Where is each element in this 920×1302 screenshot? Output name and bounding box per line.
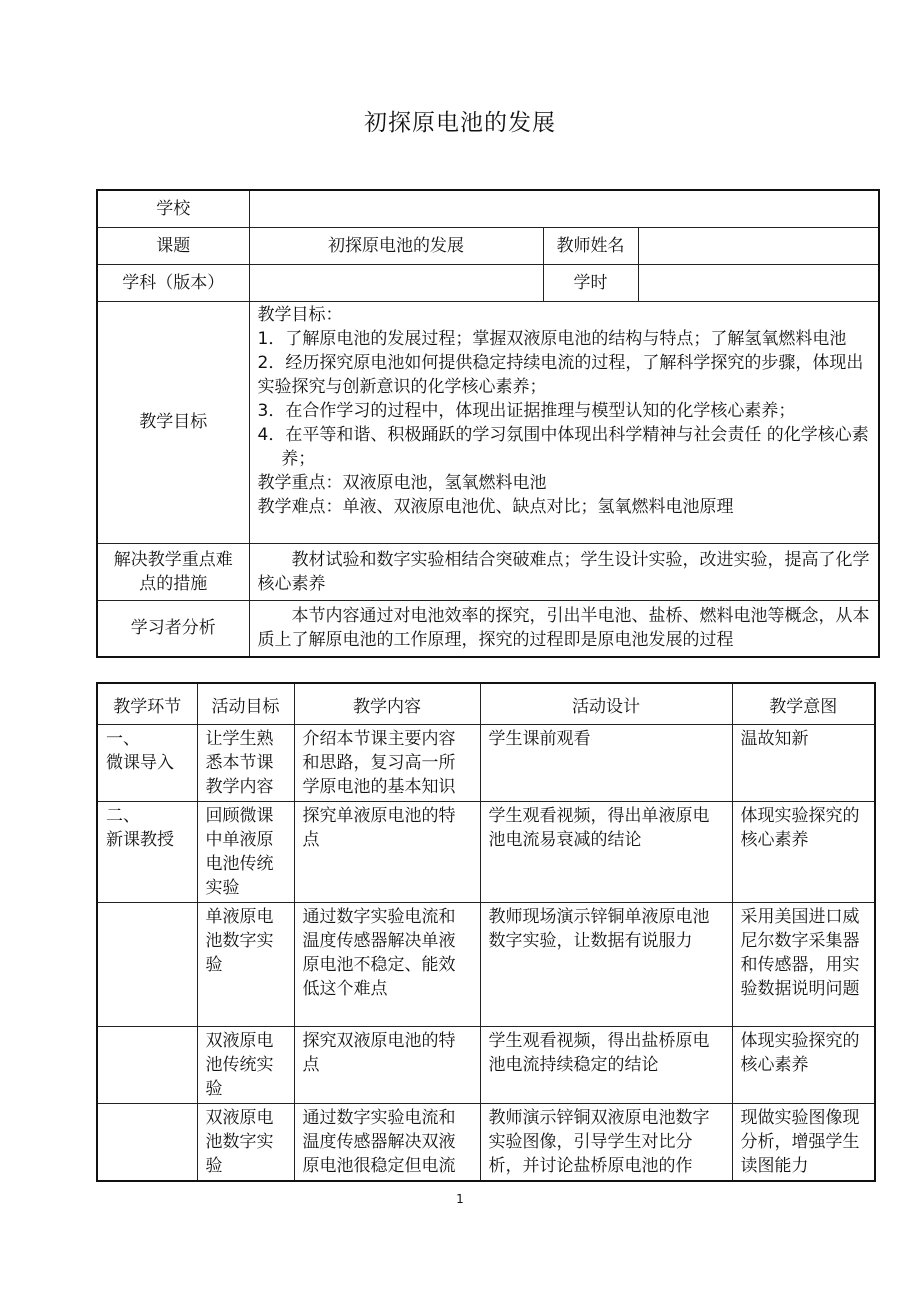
cell-stage <box>97 1027 197 1104</box>
cell-intent: 体现实验探究的核心素养 <box>732 802 875 903</box>
teacher-value <box>638 227 879 264</box>
school-label: 学校 <box>97 190 249 227</box>
learner-label: 学习者分析 <box>97 600 249 657</box>
learner-value: 本节内容通过对电池效率的探究，引出半电池、盐桥、燃料电池等概念，从本质上了解原电池的工作原理，探究的过程即是原电池发展的过程 <box>249 600 879 657</box>
cell-design: 学生观看视频，得出单液原电池电流易衰减的结论 <box>480 802 732 903</box>
subject-label: 学科（版本） <box>97 264 249 301</box>
cell-intent: 体现实验探究的核心素养 <box>732 1027 875 1104</box>
cell-design: 教师现场演示锌铜单液原电池数字实验，让数据有说服力 <box>480 903 732 1027</box>
info-table <box>96 189 880 658</box>
cell-stage: 一、 微课导入 <box>97 725 197 802</box>
cell-content: 探究单液原电池的特点 <box>294 802 480 903</box>
cell-goal: 双液原电池数字实验 <box>197 1104 294 1182</box>
table-row <box>97 802 875 903</box>
table-row <box>97 725 875 802</box>
page-title: 初探原电池的发展 <box>364 110 556 136</box>
cell-stage <box>97 1104 197 1182</box>
process-table <box>96 682 876 1182</box>
cell-design: 学生课前观看 <box>480 725 732 802</box>
teacher-label: 教师姓名 <box>543 227 638 264</box>
goal-item: 1．了解原电池的发展过程；掌握双液原电池的结构与特点；了解氢氧燃料电池 <box>257 328 847 349</box>
cell-goal: 单液原电池数字实验 <box>197 903 294 1027</box>
header-stage: 教学环节 <box>97 683 197 725</box>
cell-design: 学生观看视频，得出盐桥原电池电流持续稳定的结论 <box>480 1027 732 1104</box>
table-row <box>97 1104 875 1182</box>
goals-label: 教学目标 <box>97 301 249 543</box>
cell-intent: 温故知新 <box>732 725 875 802</box>
goal-item: 2．经历探究原电池如何提供稳定持续电流的过程，了解科学探究的步骤，体现出实验探究与创新意识的化学核心素养； <box>257 352 864 397</box>
cell-intent: 采用美国进口威尼尔数字采集器和传感器，用实验数据说明问题 <box>732 903 875 1027</box>
table-row <box>97 1027 875 1104</box>
cell-stage: 二、 新课教授 <box>97 802 197 903</box>
header-content: 教学内容 <box>294 683 480 725</box>
cell-goal: 回顾微课中单液原电池传统实验 <box>197 802 294 903</box>
page-number: 1 <box>456 1192 464 1206</box>
header-intent: 教学意图 <box>732 683 875 725</box>
goal-item: 4．在平等和谐、积极踊跃的学习氛围中体现出科学精神与社会责任 的化学核心素养； <box>257 424 869 469</box>
goals-cell <box>249 301 879 543</box>
process-header-row <box>97 683 875 725</box>
subject-value <box>249 264 543 301</box>
hours-value <box>638 264 879 301</box>
cell-goal: 双液原电池传统实验 <box>197 1027 294 1104</box>
header-design: 活动设计 <box>480 683 732 725</box>
goals-heading: 教学目标： <box>257 304 343 325</box>
topic-label: 课题 <box>97 227 249 264</box>
topic-value: 初探原电池的发展 <box>249 227 543 264</box>
cell-goal: 让学生熟悉本节课教学内容 <box>197 725 294 802</box>
difficulties: 教学难点：单液、双液原电池优、缺点对比；氢氧燃料电池原理 <box>257 496 734 517</box>
cell-intent: 现做实验图像现分析，增强学生读图能力 <box>732 1104 875 1182</box>
cell-stage <box>97 903 197 1027</box>
measures-value: 教材试验和数字实验相结合突破难点；学生设计实验，改进实验，提高了化学核心素养 <box>249 543 879 600</box>
hours-label: 学时 <box>543 264 638 301</box>
measures-label: 解决教学重点难点的措施 <box>97 543 249 600</box>
cell-design: 教师演示锌铜双液原电池数字实验图像，引导学生对比分析，并讨论盐桥原电池的作 <box>480 1104 732 1182</box>
cell-content: 通过数字实验电流和温度传感器解决单液原电池不稳定、能效低这个难点 <box>294 903 480 1027</box>
cell-content: 探究双液原电池的特点 <box>294 1027 480 1104</box>
header-goal: 活动目标 <box>197 683 294 725</box>
school-value <box>249 190 879 227</box>
cell-content: 介绍本节课主要内容和思路，复习高一所学原电池的基本知识 <box>294 725 480 802</box>
table-row <box>97 903 875 1027</box>
cell-content: 通过数字实验电流和温度传感器解决双液原电池很稳定但电流 <box>294 1104 480 1182</box>
key-points: 教学重点：双液原电池，氢氧燃料电池 <box>257 472 547 493</box>
goal-item: 3．在合作学习的过程中，体现出证据推理与模型认知的化学核心素养； <box>257 400 796 421</box>
